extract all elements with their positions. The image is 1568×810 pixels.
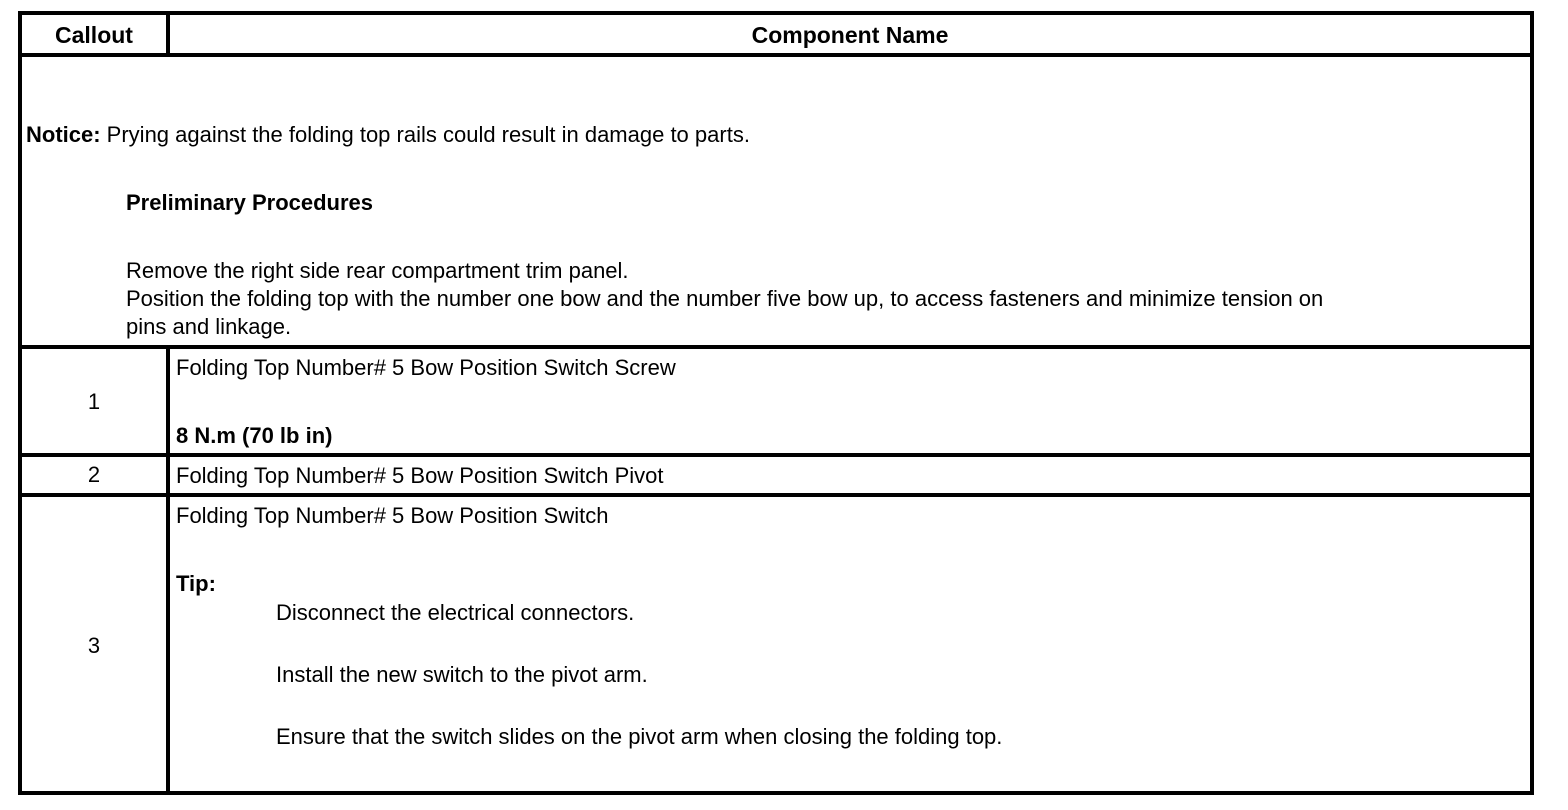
component-name: Folding Top Number# 5 Bow Position Switch Pivot [176,463,664,488]
notice-label: Notice: [26,122,101,147]
callout-number: 2 [87,462,101,487]
callout-number: 1 [87,389,101,414]
preliminary-heading: Preliminary Procedures [126,190,374,215]
header-row [22,15,1530,55]
table-row [22,497,1530,795]
table-row [22,349,1530,453]
notice-text: Prying against the folding top rails could result in damage to parts. [100,122,750,147]
tip-item: Install the new switch to the pivot arm. [276,662,648,687]
notice [26,121,750,149]
preliminary-step-1: Remove the right side rear compartment trim panel. [126,258,629,283]
torque-spec: 8 N.m (70 lb in) [176,423,333,448]
tip-item: Ensure that the switch slides on the pivot arm when closing the folding top. [276,724,1003,749]
callout-header: Callout [55,21,133,48]
component-table [18,11,1534,795]
table-row [22,457,1530,493]
callout-number: 3 [87,633,101,658]
preliminary-step-2: Position the folding top with the number one bow and the number five bow up, to access fasteners and minimize tension on [126,286,1324,311]
preliminary-step-2-continued: pins and linkage. [126,314,292,339]
component-name: Folding Top Number# 5 Bow Position Switch [176,503,609,528]
tip-label: Tip: [176,571,216,596]
tip-item: Disconnect the electrical connectors. [276,600,635,625]
component-name-header: Component Name [751,21,949,48]
intro-row [22,57,1530,347]
component-name: Folding Top Number# 5 Bow Position Switch Screw [176,355,676,380]
